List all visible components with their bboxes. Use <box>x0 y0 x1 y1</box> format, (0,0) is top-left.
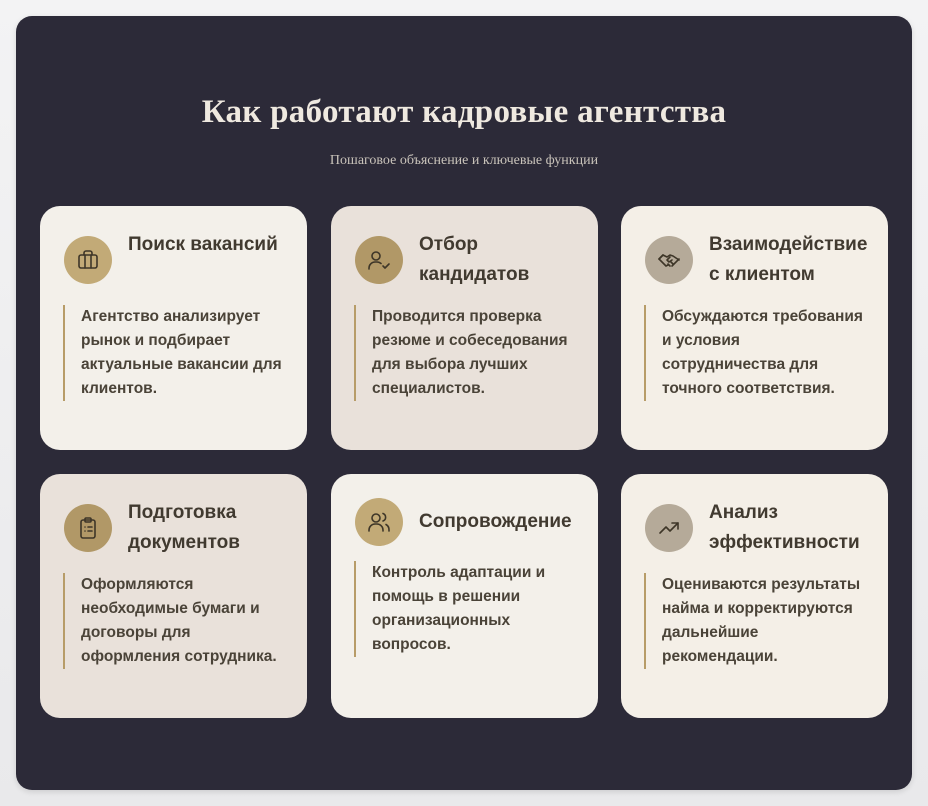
trending-up-icon <box>645 504 693 552</box>
page-subtitle: Пошаговое объяснение и ключевые функции <box>329 153 599 168</box>
handshake-icon <box>645 236 693 284</box>
card-description: Контроль адаптации и помощь в решении организационных вопросов. <box>354 561 576 657</box>
card-client-interaction <box>621 206 888 450</box>
card-description: Проводится проверка резюме и собеседования для выбора лучших специалистов. <box>354 305 576 401</box>
page-title: Как работают кадровые агентства <box>201 94 727 130</box>
main-panel <box>16 16 912 790</box>
card-title: Поиск вакансий <box>128 234 278 255</box>
card-description: Обсуждаются требования и условия сотрудничества для точного соответствия. <box>644 305 866 401</box>
users-icon <box>355 498 403 546</box>
card-title: Сопровождение <box>419 511 572 532</box>
card-title: Подготовка документов <box>128 502 240 553</box>
card-description: Агентство анализирует рынок и подбирает актуальные вакансии для клиентов. <box>63 305 285 401</box>
user-check-icon <box>355 236 403 284</box>
card-document-preparation <box>40 474 307 718</box>
card-candidate-selection <box>331 206 598 450</box>
card-job-search <box>40 206 307 450</box>
card-support <box>331 474 598 718</box>
card-description: Оцениваются результаты найма и корректируются дальнейшие рекомендации. <box>644 573 866 669</box>
card-description: Оформляются необходимые бумаги и договоры для оформления сотрудника. <box>63 573 285 669</box>
clipboard-list-icon <box>64 504 112 552</box>
card-title: Анализ эффективности <box>709 502 860 553</box>
briefcase-icon <box>64 236 112 284</box>
card-title: Отбор кандидатов <box>419 234 530 285</box>
card-efficiency-analysis <box>621 474 888 718</box>
card-title: Взаимодействие с клиентом <box>709 234 868 285</box>
